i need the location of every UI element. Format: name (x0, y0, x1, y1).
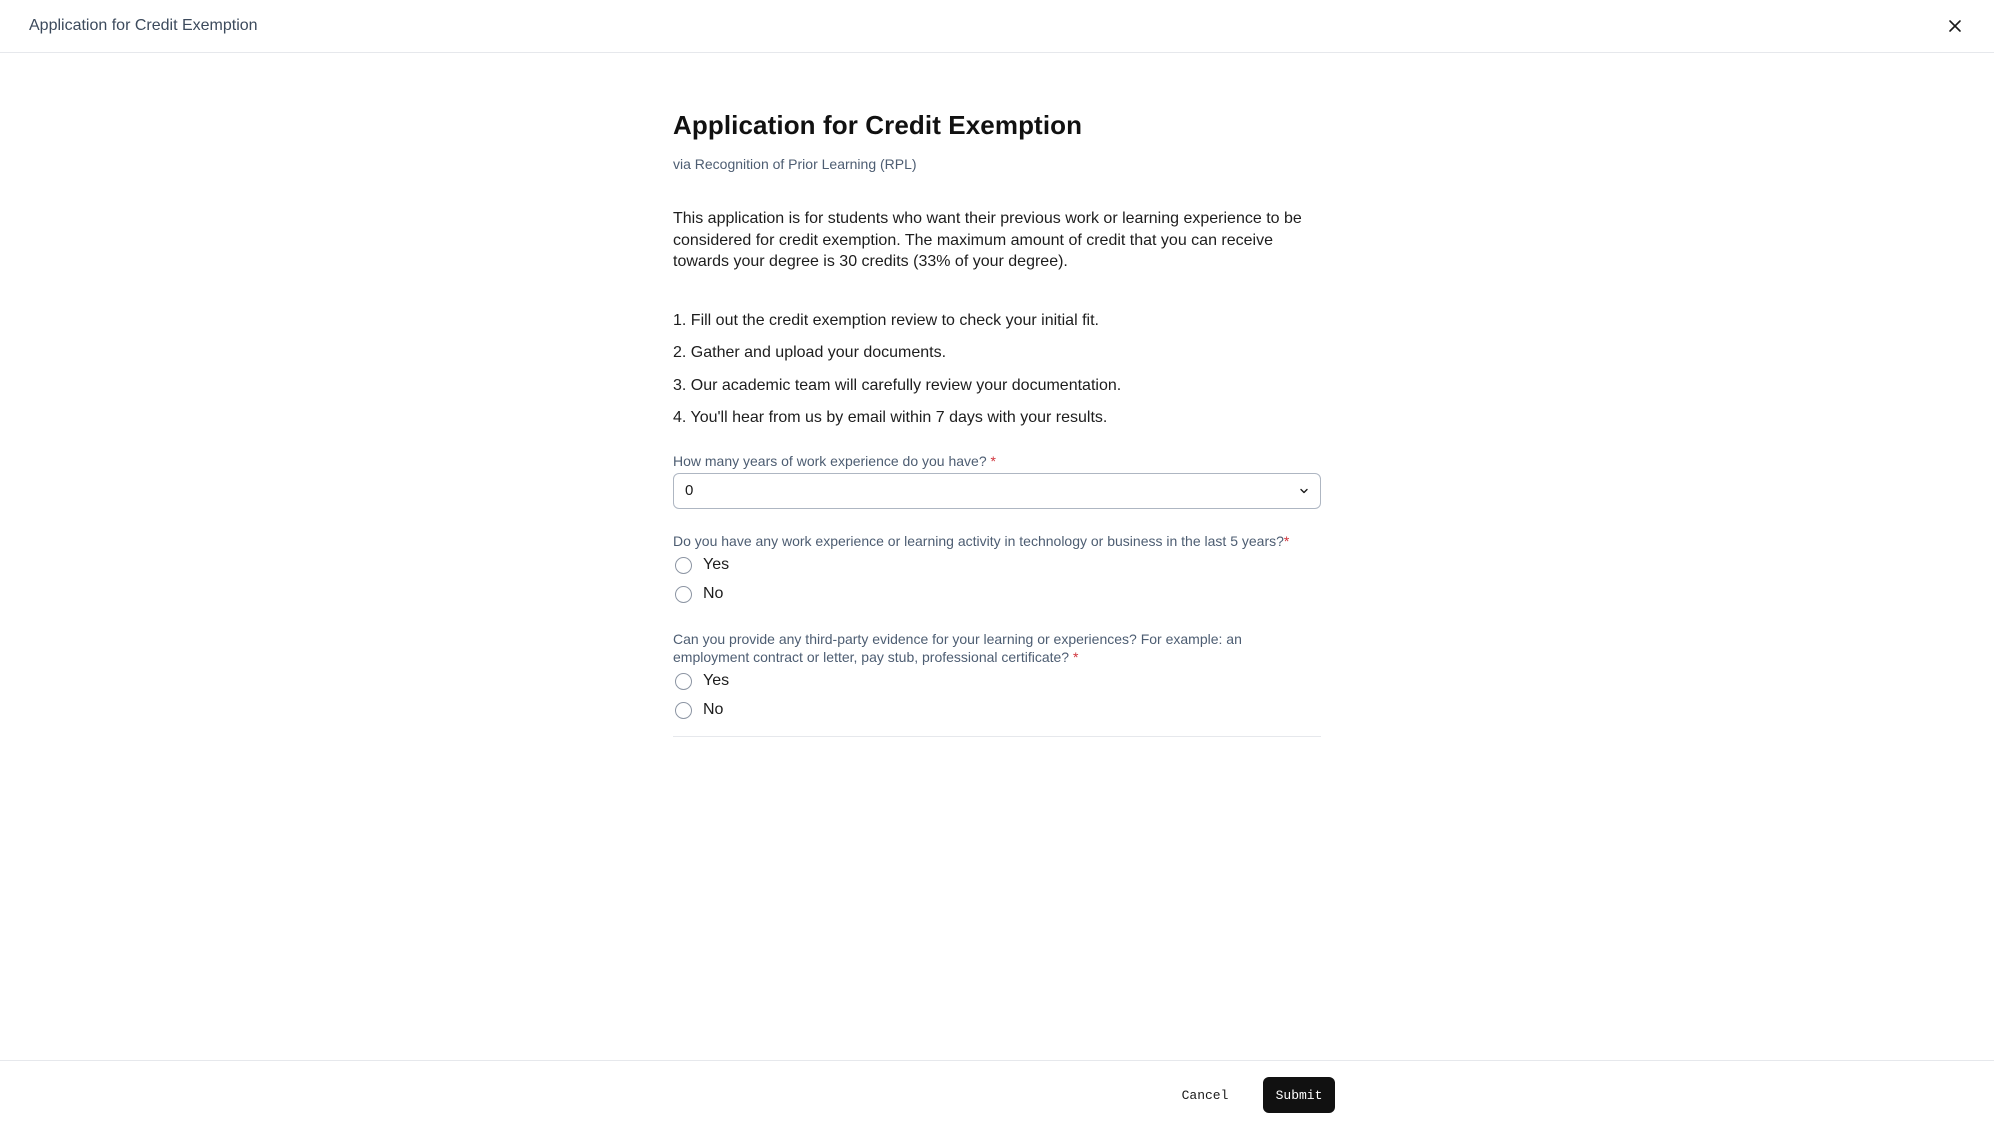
intro-text: This application is for students who want their previous work or learning experience to be considered for credit exemption. The maximum amount of credit that you can receive towards your degree is 30 credits (33% of your degree). (673, 210, 1302, 270)
modal-header (0, 0, 1994, 53)
evidence-label (673, 630, 1321, 666)
evidence-option-no[interactable] (673, 696, 1321, 725)
evidence-field (673, 630, 1321, 725)
recent-experience-field (673, 532, 1321, 609)
modal-footer (0, 1060, 1994, 1129)
chevron-down-icon (1298, 485, 1310, 497)
required-marker: * (1283, 532, 1290, 549)
radio-button[interactable] (675, 673, 692, 690)
radio-button[interactable] (675, 557, 692, 574)
step-item: 1. Fill out the credit exemption review to check your initial fit. (673, 311, 1099, 329)
recent-experience-label (673, 532, 1321, 550)
step-item: 2. Gather and upload your documents. (673, 344, 947, 361)
page-title: Application for Credit Exemption (673, 110, 1083, 140)
required-marker: * (990, 452, 996, 469)
form-divider (673, 736, 1321, 737)
required-marker: * (1072, 648, 1079, 665)
radio-button[interactable] (675, 702, 692, 719)
close-button[interactable] (1943, 14, 1967, 38)
radio-button[interactable] (675, 586, 692, 603)
page-subtitle: via Recognition of Prior Learning (RPL) (673, 156, 917, 172)
submit-button[interactable]: Submit (1263, 1077, 1335, 1113)
application-form (673, 110, 1321, 737)
evidence-label-text: Can you provide any third-party evidence for your learning or experiences? For example: an employment contract or letter, pay stub, professional certificate? (673, 630, 1242, 665)
radio-label: Yes (703, 556, 730, 573)
recent-experience-option-no[interactable] (673, 580, 1321, 609)
recent-experience-radio-group (673, 551, 1321, 609)
years-experience-field (673, 452, 1321, 509)
steps-list (673, 311, 1321, 441)
years-experience-label (673, 452, 1321, 470)
recent-experience-option-yes[interactable] (673, 551, 1321, 580)
close-icon (1948, 19, 1962, 33)
years-experience-select[interactable] (673, 473, 1321, 509)
step-item: 3. Our academic team will carefully review your documentation. (673, 376, 1122, 394)
radio-label: No (703, 701, 724, 718)
recent-experience-label-text: Do you have any work experience or learning activity in technology or business in the last 5 years? (673, 532, 1284, 549)
radio-label: No (703, 585, 724, 602)
modal-title: Application for Credit Exemption (29, 17, 258, 34)
cancel-button[interactable]: Cancel (1181, 1087, 1229, 1103)
step-item: 4. You'll hear from us by email within 7 days with your results. (673, 409, 1108, 426)
radio-label: Yes (703, 672, 730, 689)
evidence-option-yes[interactable] (673, 667, 1321, 696)
evidence-radio-group (673, 667, 1321, 725)
years-experience-value: 0 (685, 482, 694, 499)
years-experience-label-text: How many years of work experience do you have? (673, 452, 987, 469)
